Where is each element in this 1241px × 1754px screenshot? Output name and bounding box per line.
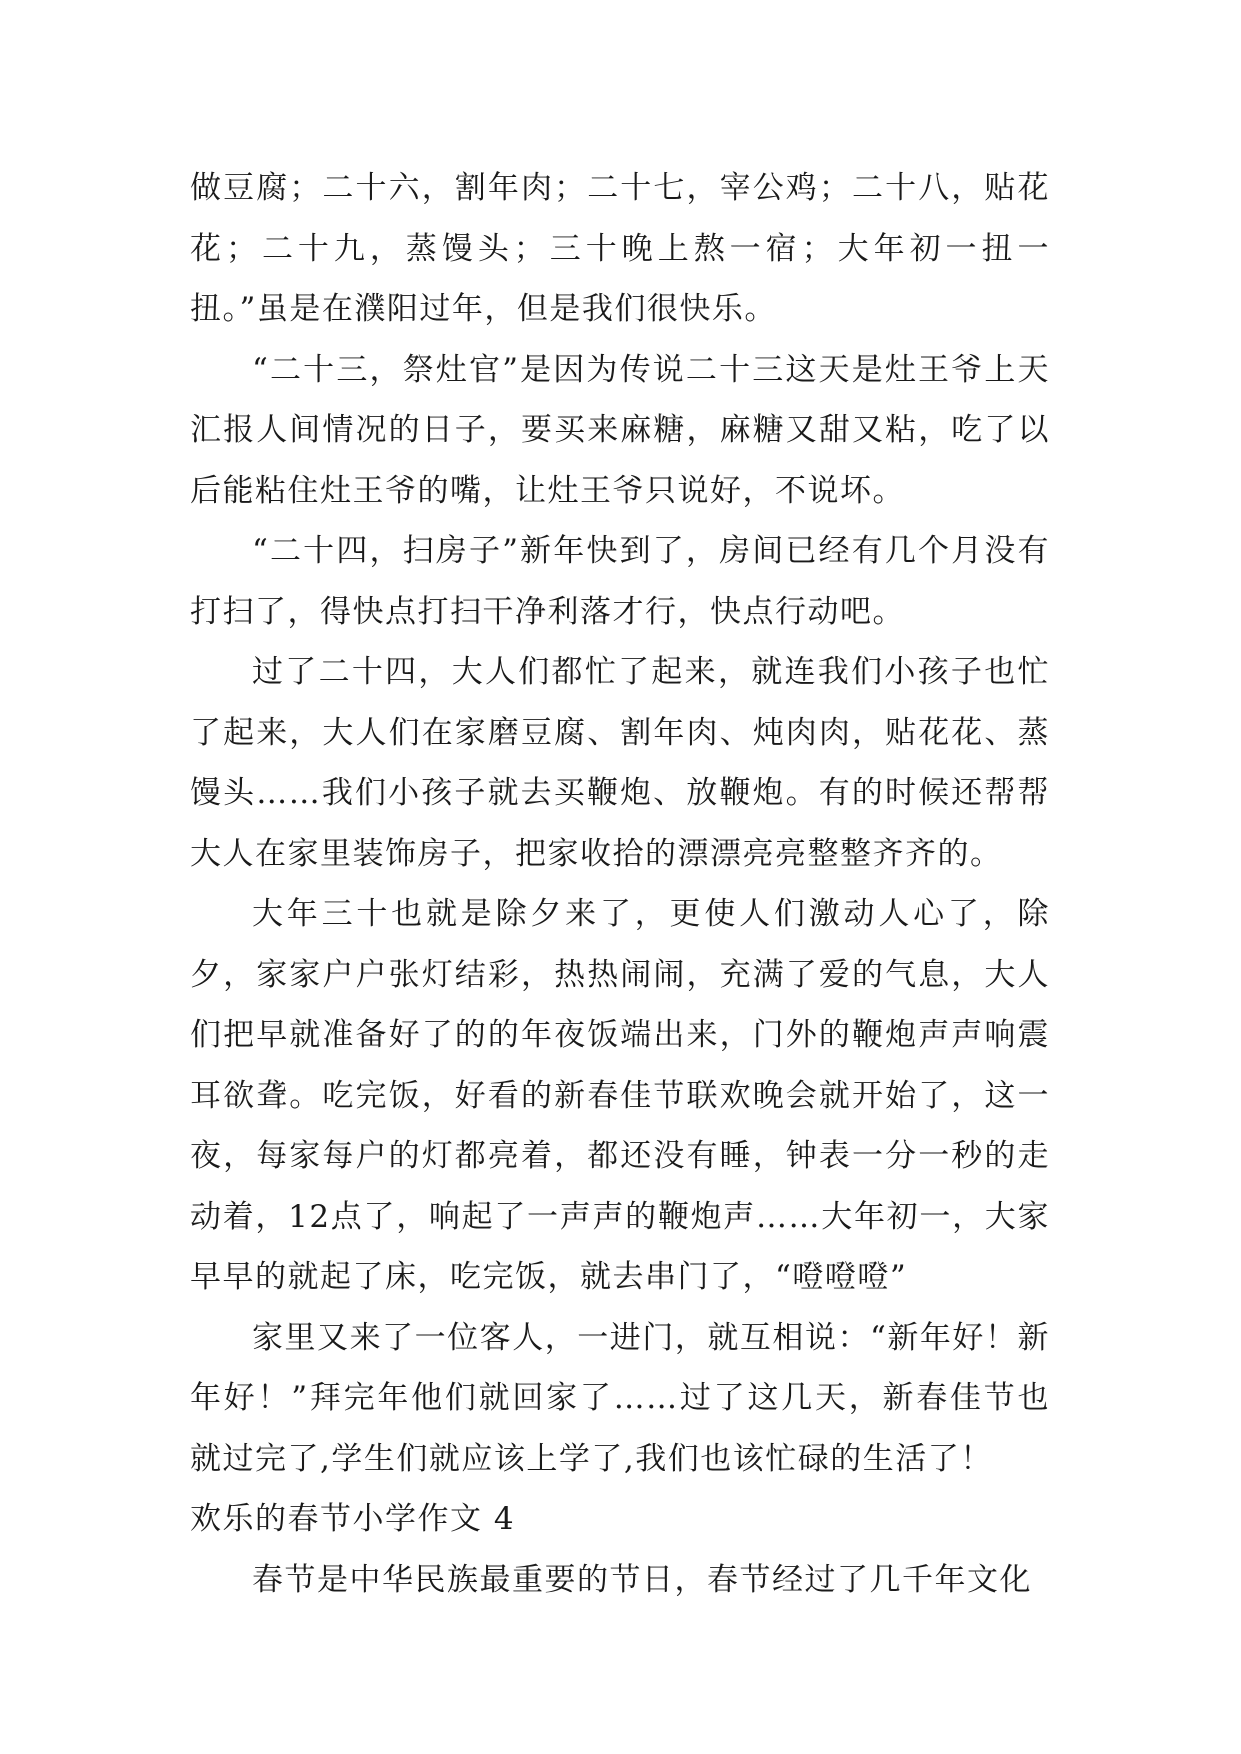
paragraph-4: 过了二十四，大人们都忙了起来，就连我们小孩子也忙了起来，大人们在家磨豆腐、割年肉、炖肉肉，贴花花、蒸馒头……我们小孩子就去买鞭炮、放鞭炮。有的时候还帮帮大人在家里装饰房子，把家收拾的漂漂亮亮整整齐齐的。 xyxy=(190,654,1050,872)
paragraph-2: “二十三，祭灶官”是因为传说二十三这天是灶王爷上天汇报人间情况的日子，要买来麻糖，麻糖又甜又粘，吃了以后能粘住灶王爷的嘴，让灶王爷只说好，不说坏。 xyxy=(190,351,1050,509)
paragraph-1: 做豆腐；二十六，割年肉；二十七，宰公鸡；二十八，贴花花；二十九，蒸馒头；三十晚上熬一宿；大年初一扭一扭。”虽是在濮阳过年，但是我们很快乐。 xyxy=(190,170,1050,327)
paragraph-6: 家里又来了一位客人，一进门，就互相说：“新年好！新年好！”拜完年他们就回家了……过了这几天，新春佳节也就过完了,学生们就应该上学了,我们也该忙碌的生活了！ xyxy=(190,1319,1050,1477)
document-body xyxy=(190,158,1050,1610)
essay-title: 欢乐的春节小学作文 4 xyxy=(190,1501,516,1537)
paragraph-5: 大年三十也就是除夕来了，更使人们激动人心了，除夕，家家户户张灯结彩，热热闹闹，充满了爱的气息，大人们把早就准备好了的的年夜饭端出来，门外的鞭炮声声响震耳欲聋。吃完饭，好看的新春佳节联欢晚会就开始了，这一夜，每家每户的灯都亮着，都还没有睡，钟表一分一秒的走动着，12点了，响起了一声声的鞭炮声……大年初一，大家早早的就起了床，吃完饭，就去串门了，“噔噔噔” xyxy=(190,896,1050,1295)
paragraph-3: “二十四，扫房子”新年快到了，房间已经有几个月没有打扫了，得快点打扫干净利落才行，快点行动吧。 xyxy=(190,533,1050,630)
paragraph-8: 春节是中华民族最重要的节日，春节经过了几千年文化 xyxy=(252,1561,1032,1598)
